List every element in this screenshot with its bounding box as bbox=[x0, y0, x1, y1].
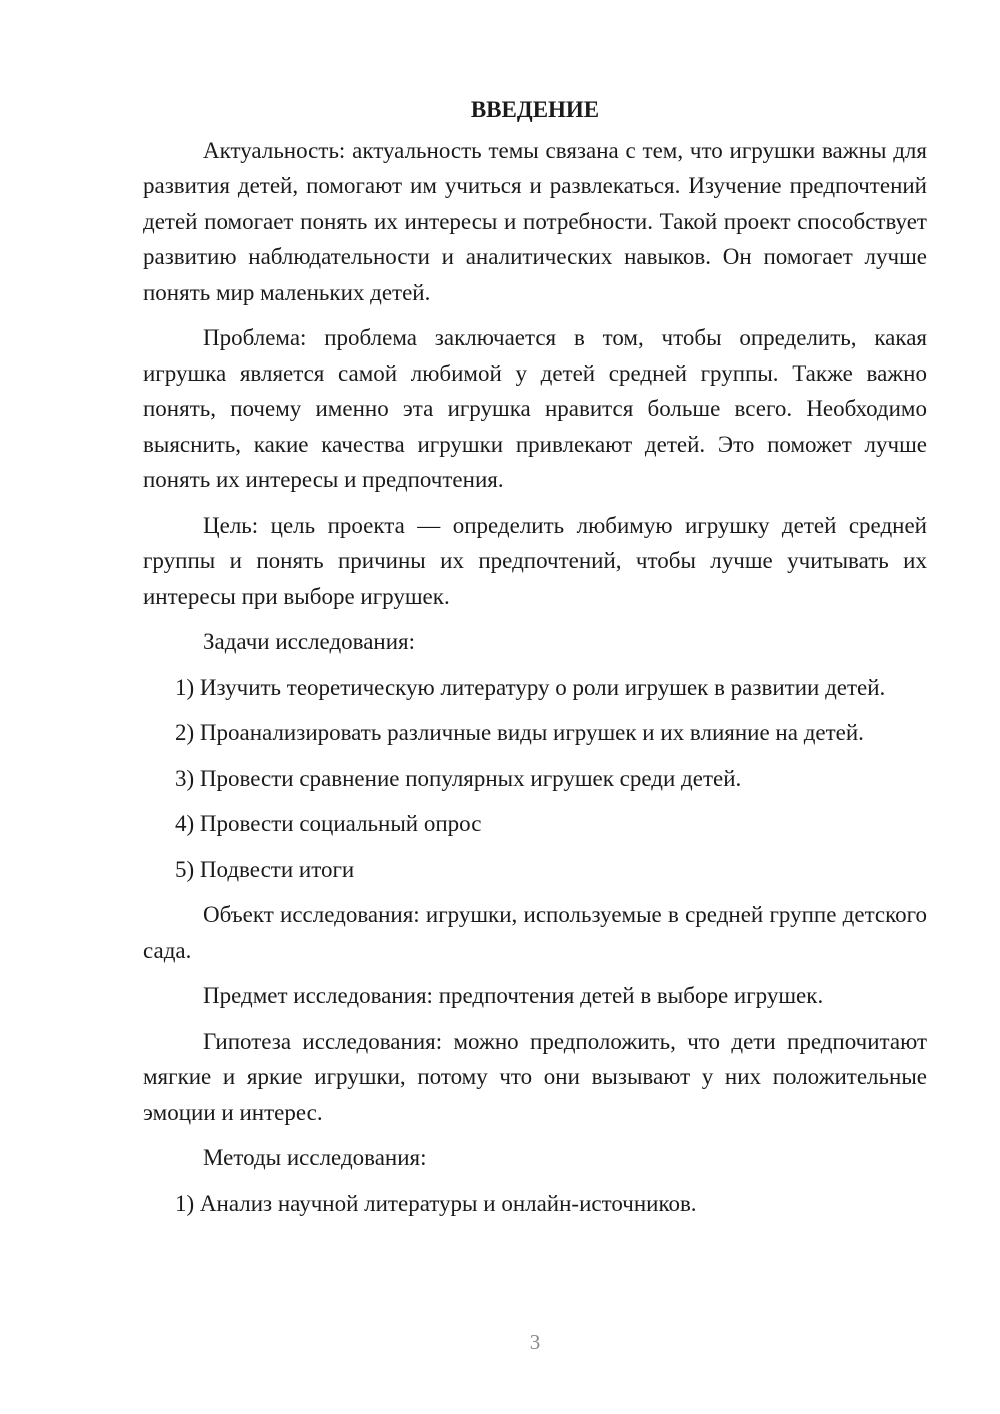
section-heading: ВВЕДЕНИЕ bbox=[470, 97, 600, 122]
methods-title: Методы исследования: bbox=[203, 1145, 427, 1170]
problem-paragraph: Проблема: проблема заключается в том, чтобы определить, какая игрушка является самой любимой у детей средней группы. Также важно понять, почему именно эта игрушка нравится больше всего. Необходимо выяснить, какие качества игрушки привлекают детей. Это поможет лучше понять их интересы и предпочтения. bbox=[143, 325, 927, 492]
hypothesis-paragraph: Гипотеза исследования: можно предположить, что дети предпочитают мягкие и яркие игрушки, потому что они вызывают у них положительные эмоции и интерес. bbox=[143, 1028, 927, 1125]
goal-paragraph: Цель: цель проекта — определить любимую игрушку детей средней группы и понять причины их предпочтений, чтобы лучше учитывать их интересы при выборе игрушек. bbox=[143, 512, 927, 609]
document-page bbox=[143, 92, 927, 1231]
tasks-title: Задачи исследования: bbox=[203, 629, 416, 654]
subject-paragraph: Предмет исследования: предпочтения детей в выборе игрушек. bbox=[203, 983, 824, 1008]
page-number: 3 bbox=[529, 1330, 541, 1354]
method-item-1: 1) Анализ научной литературы и онлайн-источников. bbox=[175, 1190, 697, 1216]
task-item-1: 1) Изучить теоретическую литературу о роли игрушек в развитии детей. bbox=[175, 674, 886, 700]
task-item-5: 5) Подвести итоги bbox=[175, 856, 355, 882]
relevance-paragraph: Актуальность: актуальность темы связана с тем, что игрушки важны для развития детей, помогают им учиться и развлекаться. Изучение предпочтений детей помогает понять их интересы и потребности. Такой проект способствует развитию наблюдательности и аналитических навыков. Он помогает лучше понять мир маленьких детей. bbox=[143, 137, 927, 305]
object-paragraph: Объект исследования: игрушки, используемые в средней группе детского сада. bbox=[143, 902, 927, 963]
task-item-3: 3) Провести сравнение популярных игрушек среди детей. bbox=[175, 765, 742, 791]
task-item-2: 2) Проанализировать различные виды игрушек и их влияние на детей. bbox=[175, 720, 864, 745]
task-item-4: 4) Провести социальный опрос bbox=[175, 811, 482, 836]
